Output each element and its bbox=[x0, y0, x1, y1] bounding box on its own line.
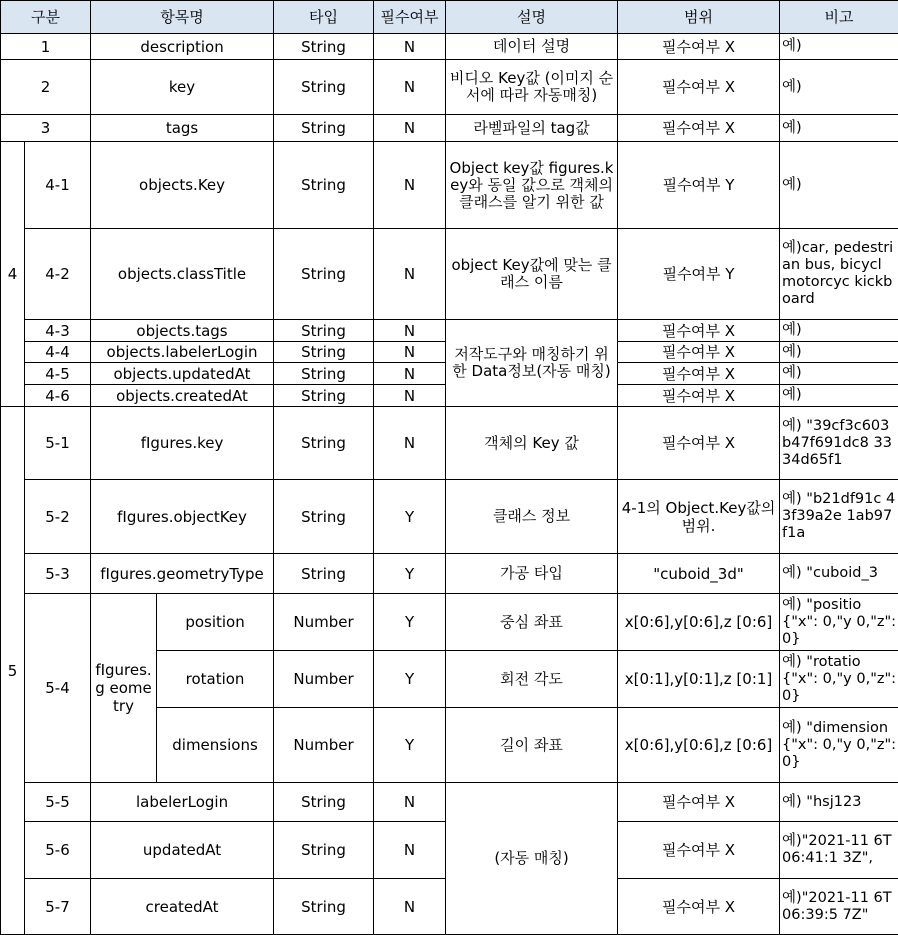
table-row bbox=[1, 115, 898, 142]
row-required: Y bbox=[374, 480, 446, 554]
row-description: 클래스 정보 bbox=[446, 480, 618, 554]
row-description: 라벨파일의 tag값 bbox=[446, 115, 618, 142]
row-number: 4-6 bbox=[25, 385, 91, 407]
row-number: 1 bbox=[1, 34, 91, 60]
row-description: object Key값에 맞는 클래스 이름 bbox=[446, 229, 618, 320]
row-number: 4-5 bbox=[25, 363, 91, 385]
row-required: N bbox=[374, 229, 446, 320]
row-type: String bbox=[274, 385, 374, 407]
row-name: description bbox=[91, 34, 274, 60]
row-number: 4-4 bbox=[25, 342, 91, 363]
row-note: 예) bbox=[780, 320, 898, 342]
row-range: 필수여부 X bbox=[618, 407, 780, 480]
shared-description: 저작도구와 매칭하기 위한 Data정보(자동 매칭) bbox=[446, 320, 618, 407]
row-range: 필수여부 X bbox=[618, 363, 780, 385]
row-range: 필수여부 X bbox=[618, 879, 780, 935]
row-note: 예) bbox=[780, 142, 898, 229]
row-type: String bbox=[274, 342, 374, 363]
row-required: N bbox=[374, 34, 446, 60]
row-range: x[0:6],y[0:6],z [0:6] bbox=[618, 708, 780, 783]
row-range: 필수여부 X bbox=[618, 320, 780, 342]
row-note: 예) "positio {"x": 0,"y 0,"z": 0} bbox=[780, 594, 898, 651]
row-number: 4-3 bbox=[25, 320, 91, 342]
row-required: N bbox=[374, 115, 446, 142]
row-note: 예) bbox=[780, 115, 898, 142]
row-required: N bbox=[374, 879, 446, 935]
row-note: 예) bbox=[780, 342, 898, 363]
row-description: 가공 타입 bbox=[446, 554, 618, 594]
row-name: objects.createdAt bbox=[91, 385, 274, 407]
row-name: createdAt bbox=[91, 879, 274, 935]
row-name: objects.tags bbox=[91, 320, 274, 342]
row-note: 예) "b21df91c 43f39a2e 1ab97f1a bbox=[780, 480, 898, 554]
row-required: Y bbox=[374, 651, 446, 708]
row-required: N bbox=[374, 822, 446, 879]
table-row bbox=[1, 407, 898, 480]
row-type: String bbox=[274, 229, 374, 320]
row-name: key bbox=[91, 60, 274, 115]
row-name: rotation bbox=[157, 651, 274, 708]
group-label: 4 bbox=[1, 142, 25, 407]
row-range: 4-1의 Object.Key값의 범위. bbox=[618, 480, 780, 554]
table-row bbox=[1, 142, 898, 229]
row-name: fIgures.geometryType bbox=[91, 554, 274, 594]
row-type: String bbox=[274, 822, 374, 879]
row-range: 필수여부 X bbox=[618, 822, 780, 879]
row-note: 예)"2021-11 6T06:41:1 3Z", bbox=[780, 822, 898, 879]
row-type: String bbox=[274, 407, 374, 480]
row-note: 예)car, pedestrian bus, bicycl motorcyc kickboard bbox=[780, 229, 898, 320]
row-type: String bbox=[274, 115, 374, 142]
row-range: 필수여부 Y bbox=[618, 142, 780, 229]
row-required: Y bbox=[374, 594, 446, 651]
row-description: 데이터 설명 bbox=[446, 34, 618, 60]
header-item-name: 항목명 bbox=[91, 1, 274, 34]
row-range: x[0:6],y[0:6],z [0:6] bbox=[618, 594, 780, 651]
table-row bbox=[1, 554, 898, 594]
row-number: 5-5 bbox=[25, 783, 91, 822]
shared-description: (자동 매칭) bbox=[446, 783, 618, 935]
row-required: N bbox=[374, 407, 446, 480]
table-row bbox=[1, 320, 898, 342]
row-range: x[0:1],y[0:1],z [0:1] bbox=[618, 651, 780, 708]
row-type: String bbox=[274, 60, 374, 115]
row-number: 5-2 bbox=[25, 480, 91, 554]
row-required: N bbox=[374, 60, 446, 115]
row-required: N bbox=[374, 342, 446, 363]
row-range: 필수여부 X bbox=[618, 115, 780, 142]
row-required: N bbox=[374, 385, 446, 407]
row-note: 예) bbox=[780, 34, 898, 60]
geometry-parent-name: fIgures.g eometry bbox=[91, 594, 157, 783]
group-label: 5 bbox=[1, 407, 25, 935]
row-name: objects.classTitle bbox=[91, 229, 274, 320]
row-description: 길이 좌표 bbox=[446, 708, 618, 783]
row-number: 2 bbox=[1, 60, 91, 115]
row-name: tags bbox=[91, 115, 274, 142]
row-type: String bbox=[274, 480, 374, 554]
row-type: String bbox=[274, 363, 374, 385]
row-name: updatedAt bbox=[91, 822, 274, 879]
row-note: 예) "39cf3c603 b47f691dc8 3334d65f1 bbox=[780, 407, 898, 480]
table-row bbox=[1, 783, 898, 822]
header-row bbox=[1, 1, 898, 34]
row-required: N bbox=[374, 363, 446, 385]
row-required: N bbox=[374, 142, 446, 229]
row-type: Number bbox=[274, 651, 374, 708]
row-number: 4-1 bbox=[25, 142, 91, 229]
row-number: 5-3 bbox=[25, 554, 91, 594]
row-name: fIgures.key bbox=[91, 407, 274, 480]
header-type: 타입 bbox=[274, 1, 374, 34]
row-description: 중심 좌표 bbox=[446, 594, 618, 651]
row-type: String bbox=[274, 320, 374, 342]
row-name: position bbox=[157, 594, 274, 651]
header-required: 필수여부 bbox=[374, 1, 446, 34]
row-type: Number bbox=[274, 594, 374, 651]
row-number: 3 bbox=[1, 115, 91, 142]
row-required: Y bbox=[374, 708, 446, 783]
header-note: 비고 bbox=[780, 1, 898, 34]
row-note: 예) bbox=[780, 385, 898, 407]
row-name: fIgures.objectKey bbox=[91, 480, 274, 554]
header-description: 설명 bbox=[446, 1, 618, 34]
table-row bbox=[1, 480, 898, 554]
row-required: N bbox=[374, 320, 446, 342]
row-range: "cuboid_3d" bbox=[618, 554, 780, 594]
row-required: Y bbox=[374, 554, 446, 594]
row-note: 예) "cuboid_3 bbox=[780, 554, 898, 594]
row-note: 예) bbox=[780, 363, 898, 385]
row-number: 5-4 bbox=[25, 594, 91, 783]
row-note: 예) "rotatio {"x": 0,"y 0,"z": 0} bbox=[780, 651, 898, 708]
row-name: labelerLogin bbox=[91, 783, 274, 822]
row-range: 필수여부 X bbox=[618, 385, 780, 407]
row-range: 필수여부 X bbox=[618, 342, 780, 363]
row-note: 예) "dimension {"x": 0,"y 0,"z": 0} bbox=[780, 708, 898, 783]
row-range: 필수여부 Y bbox=[618, 229, 780, 320]
header-category: 구분 bbox=[1, 1, 91, 34]
row-required: N bbox=[374, 783, 446, 822]
row-note: 예) "hsj123 bbox=[780, 783, 898, 822]
row-range: 필수여부 X bbox=[618, 34, 780, 60]
row-description: 회전 각도 bbox=[446, 651, 618, 708]
row-name: objects.Key bbox=[91, 142, 274, 229]
row-description: 객체의 Key 값 bbox=[446, 407, 618, 480]
row-number: 4-2 bbox=[25, 229, 91, 320]
row-number: 5-1 bbox=[25, 407, 91, 480]
row-name: dimensions bbox=[157, 708, 274, 783]
row-type: Number bbox=[274, 708, 374, 783]
row-number: 5-7 bbox=[25, 879, 91, 935]
row-range: 필수여부 X bbox=[618, 60, 780, 115]
row-description: Object key값 figures.key와 동일 값으로 객체의 클래스를 알기 위한 값 bbox=[446, 142, 618, 229]
row-note: 예) bbox=[780, 60, 898, 115]
row-name: objects.updatedAt bbox=[91, 363, 274, 385]
row-number: 5-6 bbox=[25, 822, 91, 879]
row-range: 필수여부 X bbox=[618, 783, 780, 822]
table-row bbox=[1, 229, 898, 320]
row-type: String bbox=[274, 142, 374, 229]
table-row bbox=[1, 594, 898, 651]
row-note: 예)"2021-11 6T06:39:5 7Z" bbox=[780, 879, 898, 935]
row-type: String bbox=[274, 34, 374, 60]
row-type: String bbox=[274, 783, 374, 822]
row-name: objects.labelerLogin bbox=[91, 342, 274, 363]
row-description: 비디오 Key값 (이미지 순서에 따라 자동매칭) bbox=[446, 60, 618, 115]
header-range: 범위 bbox=[618, 1, 780, 34]
table-row bbox=[1, 34, 898, 60]
row-type: String bbox=[274, 879, 374, 935]
row-type: String bbox=[274, 554, 374, 594]
table-row bbox=[1, 60, 898, 115]
